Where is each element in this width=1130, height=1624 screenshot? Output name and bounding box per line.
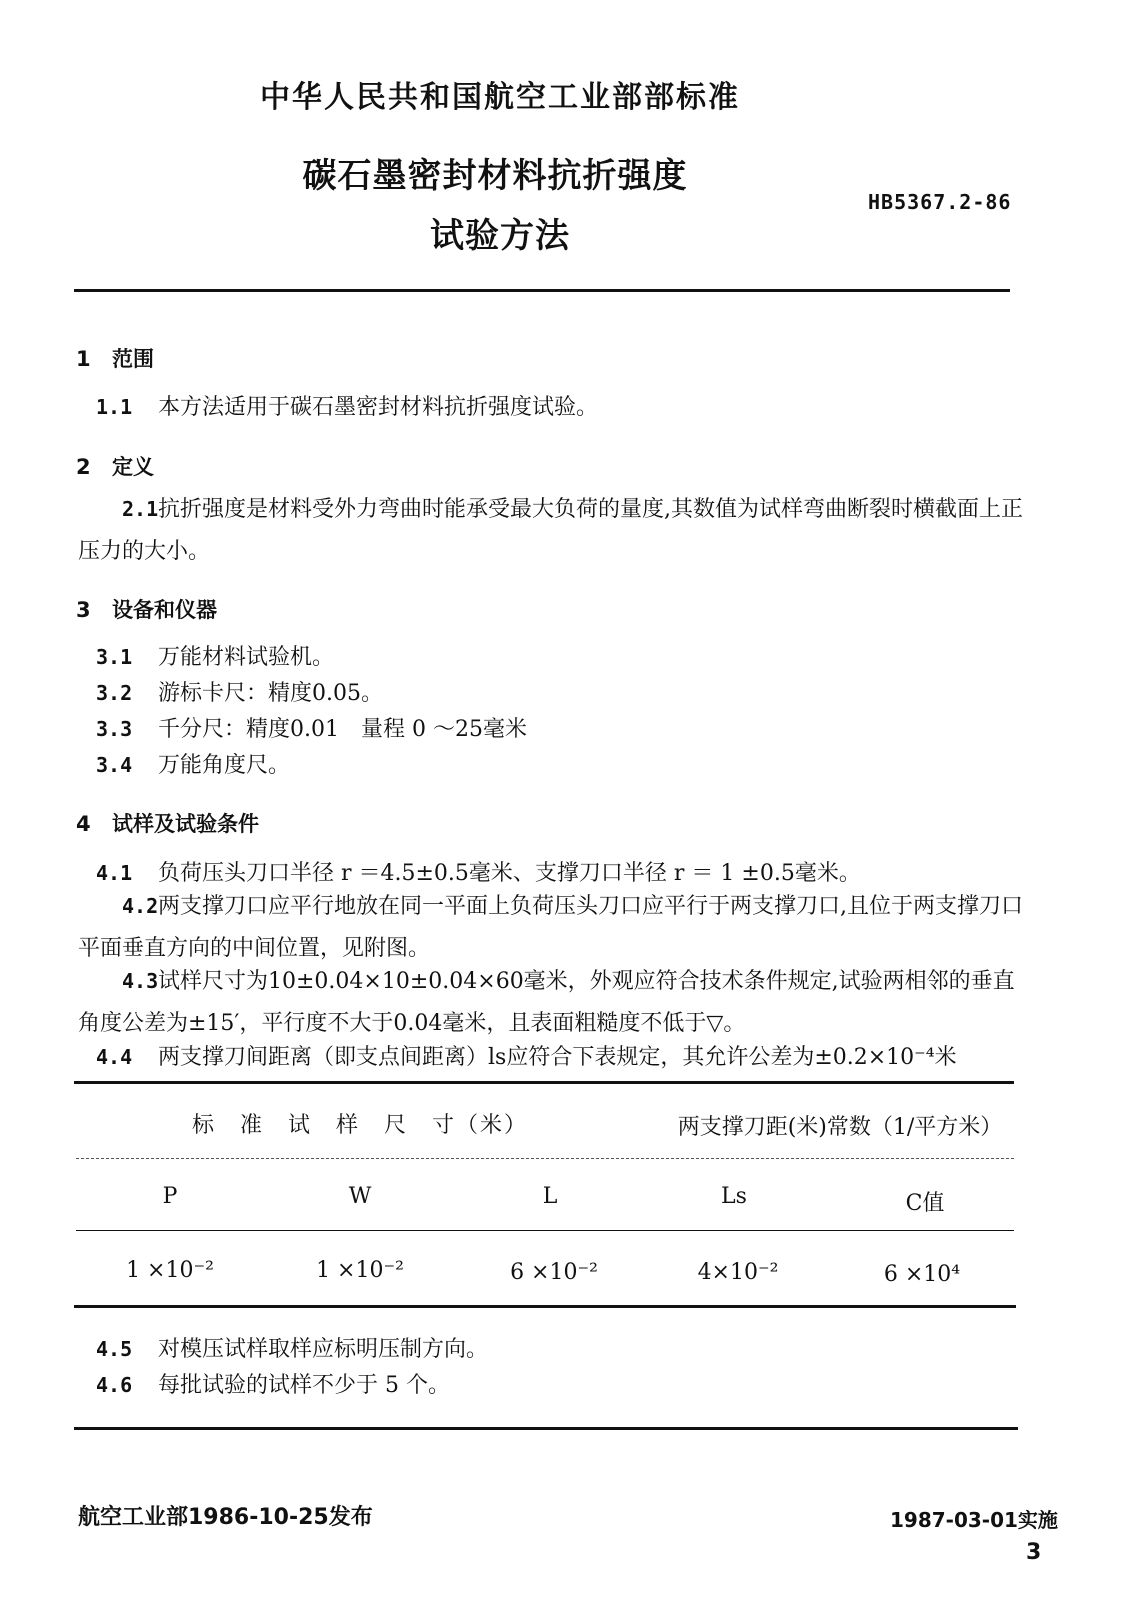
table-bottom-rule	[74, 1305, 1016, 1308]
table-header-divider	[76, 1158, 1014, 1159]
document-title-line1: 碳石墨密封材料抗折强度	[302, 156, 688, 196]
item-number: 3.2	[96, 681, 133, 705]
item-4-4	[96, 1040, 957, 1071]
item-text: 每批试验的试样不少于 5 个。	[158, 1373, 450, 1398]
item-text: 试样尺寸为10±0.04×10±0.04×60毫米，外观应符合技术条件规定,试验两相邻的垂直角度公差为±15′，平行度不大于0.04毫米，且表面粗糙度不低于▽。	[78, 969, 1015, 1036]
item-4-5	[96, 1332, 488, 1363]
table-column-divider	[76, 1230, 1014, 1231]
table-column-header: C值	[905, 1191, 945, 1216]
table-cell: 6 ×10⁻²	[510, 1260, 598, 1285]
table-cell: 6 ×10⁴	[883, 1262, 961, 1287]
table-group-header-constants: 两支撑刀距(米)常数（1/平方米）	[677, 1115, 1003, 1140]
item-number: 1.1	[96, 395, 133, 419]
item-number: 4.4	[96, 1045, 133, 1069]
section-title: 试样及试验条件	[112, 812, 259, 836]
table-cell: 4×10⁻²	[697, 1260, 779, 1285]
item-4-6	[96, 1368, 450, 1399]
item-number: 4.2	[122, 894, 159, 918]
section-number: 1	[76, 347, 91, 371]
issue-date: 航空工业部1986-10-25发布	[78, 1505, 373, 1530]
table-top-rule	[74, 1081, 1014, 1084]
item-text: 两支撑刀间距离（即支点间距离）ls应符合下表规定，其允许公差为±0.2×10⁻⁴米	[158, 1045, 957, 1070]
section-4-heading	[76, 808, 259, 838]
item-text: 本方法适用于碳石墨密封材料抗折强度试验。	[158, 395, 599, 420]
section-2-heading	[76, 451, 154, 481]
item-text: 千分尺：精度0.01 量程 0 ～25毫米	[158, 717, 527, 742]
item-4-3	[78, 960, 1023, 1045]
item-text: 抗折强度是材料受外力弯曲时能承受最大负荷的量度,其数值为试样弯曲断裂时横截面上正压力的大小。	[78, 497, 1023, 564]
item-3-3	[96, 712, 527, 743]
effective-date: 1987-03-01实施	[890, 1508, 1058, 1532]
table-cell: 1 ×10⁻²	[126, 1258, 214, 1283]
table-cell: 1 ×10⁻²	[316, 1258, 404, 1283]
section-title: 设备和仪器	[112, 598, 217, 622]
item-2-1	[78, 488, 1023, 573]
item-text: 两支撑刀口应平行地放在同一平面上负荷压头刀口应平行于两支撑刀口,且位于两支撑刀口平面垂直方向的中间位置，见附图。	[78, 894, 1023, 961]
item-number: 4.3	[122, 969, 159, 993]
table-column-header: W	[348, 1184, 372, 1209]
item-text: 万能角度尺。	[158, 753, 291, 778]
issuing-organization: 中华人民共和国航空工业部部标准	[260, 80, 740, 115]
item-text: 万能材料试验机。	[158, 645, 335, 670]
item-4-2	[78, 885, 1023, 970]
table-group-header-dimensions: 标 准 试 样 尺 寸（米）	[191, 1113, 528, 1138]
table-column-header: L	[542, 1184, 558, 1209]
header-rule	[74, 289, 1010, 292]
section-number: 2	[76, 455, 91, 479]
item-text: 负荷压头刀口半径 r ＝4.5±0.5毫米、支撑刀口半径 r ＝ 1 ±0.5毫米。	[158, 861, 861, 886]
section-number: 3	[76, 598, 91, 622]
item-number: 3.4	[96, 753, 133, 777]
section-3-heading	[76, 594, 217, 624]
section-1-heading	[76, 343, 154, 373]
footer-rule	[74, 1427, 1018, 1430]
item-3-4	[96, 748, 290, 779]
section-title: 定义	[112, 455, 154, 479]
item-number: 3.3	[96, 717, 133, 741]
table-column-header: Ls	[721, 1184, 747, 1209]
section-title: 范围	[112, 347, 154, 371]
item-4-1	[96, 856, 861, 887]
item-1-1	[96, 390, 598, 421]
item-number: 3.1	[96, 645, 133, 669]
item-number: 4.6	[96, 1373, 133, 1397]
item-number: 4.1	[96, 861, 133, 885]
item-text: 对模压试样取样应标明压制方向。	[158, 1337, 489, 1362]
item-3-1	[96, 640, 334, 671]
standard-code: HB5367.2-86	[868, 190, 1012, 214]
table-column-header: P	[162, 1184, 178, 1209]
item-3-2	[96, 676, 383, 707]
item-number: 4.5	[96, 1337, 133, 1361]
section-number: 4	[76, 812, 91, 836]
item-text: 游标卡尺：精度0.05。	[158, 681, 383, 706]
page-number: 3	[1026, 1540, 1042, 1565]
document-title-line2: 试验方法	[430, 216, 570, 256]
item-number: 2.1	[122, 497, 159, 521]
